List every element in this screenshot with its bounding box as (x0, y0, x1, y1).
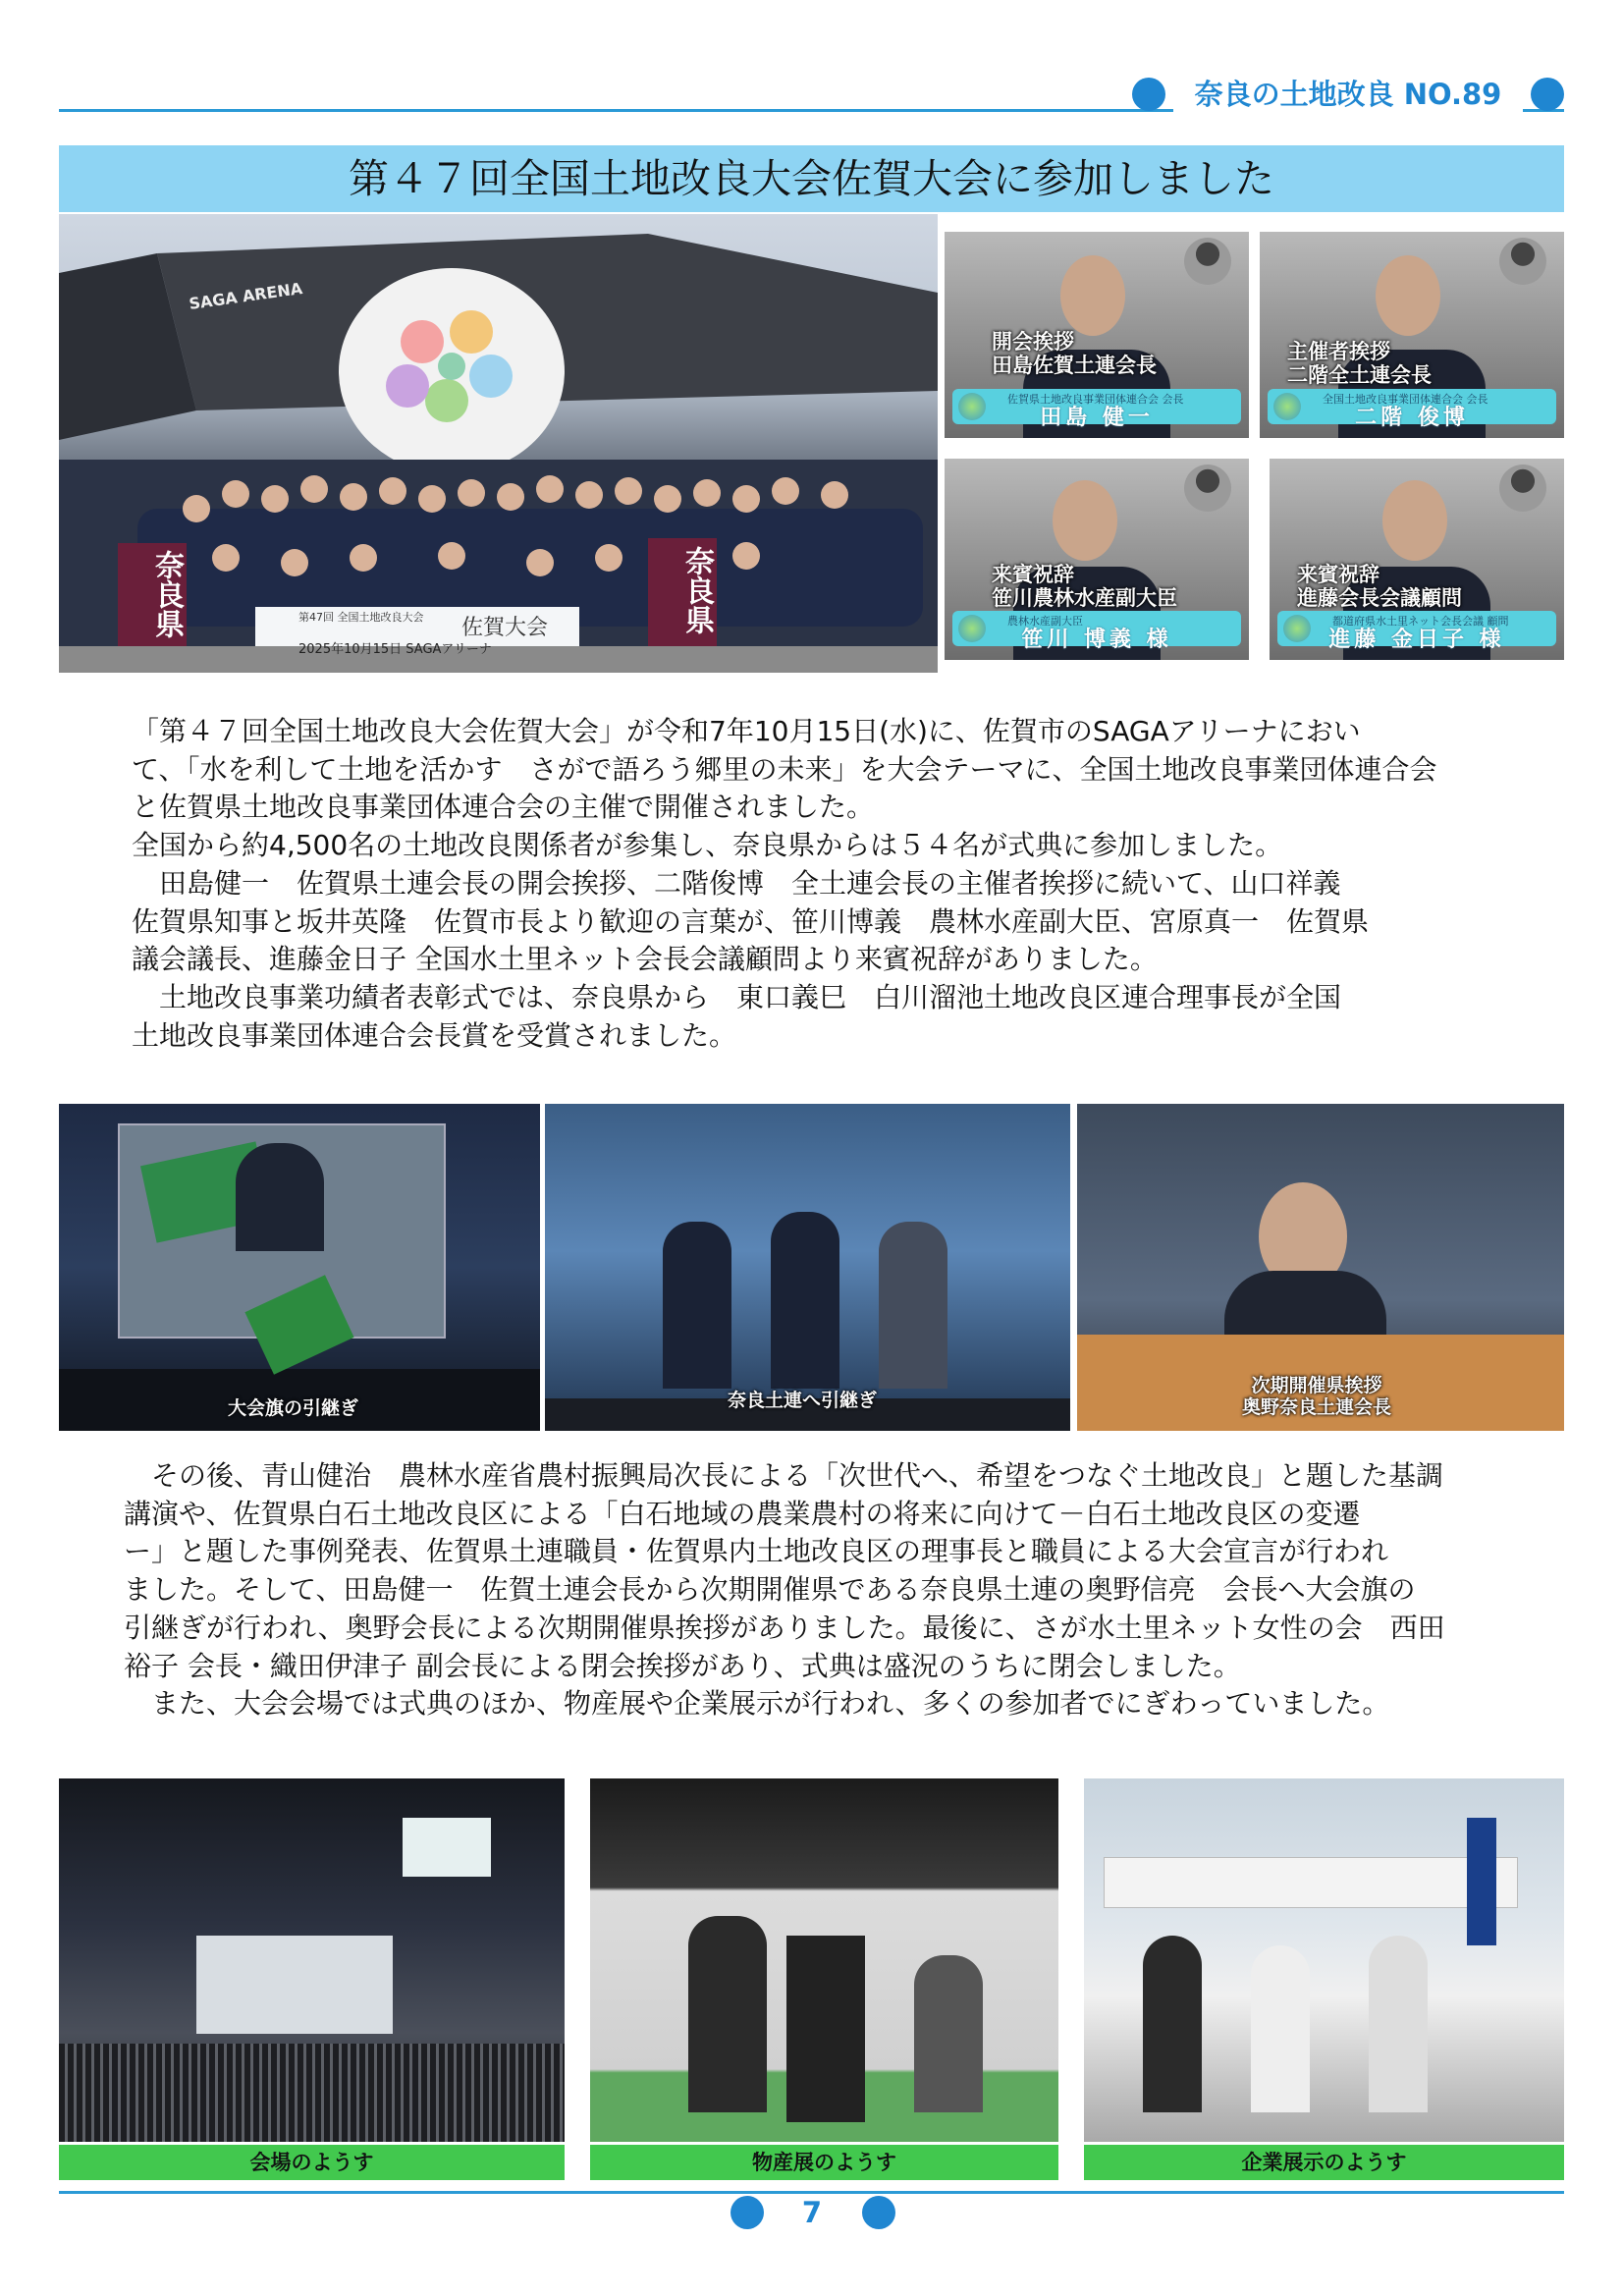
flag-handover-photo (59, 1104, 540, 1431)
speaker-caption-opening: 開会挨拶 田島佐賀土連会長 (992, 330, 1157, 377)
banner-right: 奈良県 (679, 546, 714, 634)
speaker-nameplate: 佐賀県土地改良事業団体連合会 会長 田島 健一 (952, 389, 1241, 424)
next-host-greeting-photo (1077, 1104, 1564, 1431)
event-sign-name: 佐賀大会 (461, 616, 549, 640)
page-number: 7 (768, 2194, 856, 2231)
banner-left: 奈良県 (149, 550, 184, 638)
sign-interpreter (1499, 238, 1546, 285)
speaker-nameplate: 全国土地改良事業団体連合会 会長 二階 俊博 (1268, 389, 1556, 424)
sign-interpreter (1499, 465, 1546, 512)
photo-caption-handover: 奈良土連へ引継ぎ (728, 1390, 878, 1411)
body-paragraph-2: その後、青山健治 農林水産省農村振興局次長による「次世代へ、希望をつなぐ土地改良」と題した基調 講演や、佐賀県白石土地改良区による「白石地域の農業農村の将来に向けて－白石土地改良区の変遷 ー」と題した事例発表、佐賀県土連職員・佐賀県内土地改良区の理事長と職員による大会宣言が行われ ました。そして、田島健一 佐賀土連会長から次期開催県である奈良県土連の奥野信亮 会長へ大会旗の 引継ぎが行われ、奥野会長による次期開催県挨拶がありました。最後に、さが水土里ネット女性の会 西田 裕子 会長・織田伊津子 副会長による閉会挨拶があり、式典は盛況のうちに閉会しました。 また、大会会場では式典のほか、物産展や企業展示が行われ、多くの参加者でにぎわっていました。 (124, 1459, 1445, 1721)
caption-company-exhibit: 企業展示のようす (1084, 2145, 1564, 2180)
speaker-nameplate: 都道府県水土里ネット会長会議 顧問 進藤 金日子 様 (1277, 611, 1556, 646)
newsletter-label: 奈良の土地改良 NO.89 (1173, 75, 1523, 114)
article-title-band (59, 145, 1564, 212)
product-fair-photo (590, 1778, 1058, 2142)
speaker-caption-host: 主催者挨拶 二階全土連会長 (1287, 340, 1432, 387)
header-dot-right (1531, 78, 1564, 111)
company-exhibit-photo (1084, 1778, 1564, 2142)
speaker-photo-host (1260, 232, 1564, 438)
footer-dot-left (730, 2196, 764, 2229)
group-photo-illustration (59, 214, 938, 673)
body-paragraph-1: 「第４７回全国土地改良大会佐賀大会」が令和7年10月15日(水)に、佐賀市のSAGAアリーナにおい て、「水を利して土地を活かす さがで語ろう郷里の未来」を大会テーマに、全国土地改良事業団体連合会 と佐賀県土地改良事業団体連合会の主催で開催されました。 全国から約4,500名の土地改良関係者が参集し、奈良県からは５４名が式典に参加しました。 田島健一 佐賀県土連会長の開会挨拶、二階俊博 全土連会長の主催者挨拶に続いて、山口祥義 佐賀県知事と坂井英隆 佐賀市長より歓迎の言葉が、笹川博義 農林水産副大臣、宮原真一 佐賀県 議会議長、進藤金日子 全国水土里ネット会長会議顧問より来賓祝辞がありました。 土地改良事業功績者表彰式では、奈良県から 東口義巳 白川溜池土地改良区連合理事長が全国 土地改良事業団体連合会長賞を受賞されました。 (132, 715, 1437, 1052)
naradoren-handover-photo (545, 1104, 1070, 1431)
group-photo (59, 214, 938, 673)
header-dot-left (1132, 78, 1165, 111)
photo-caption-greeting: 次期開催県挨拶 奥野奈良土連会長 (1242, 1375, 1392, 1418)
photo-caption-flag: 大会旗の引継ぎ (228, 1397, 359, 1419)
event-sign-line1: 第47回 全国土地改良大会 (298, 611, 424, 624)
sign-interpreter (1184, 465, 1231, 512)
speaker-photo-opening (945, 232, 1249, 438)
header-label-box (1132, 75, 1564, 114)
speaker-photo-guest-advisor (1270, 459, 1564, 660)
sign-interpreter (1184, 238, 1231, 285)
speaker-caption-guest-1: 来賓祝辞 笹川農林水産副大臣 (992, 563, 1177, 610)
footer-dot-right (862, 2196, 895, 2229)
caption-venue: 会場のようす (59, 2145, 565, 2180)
venue-photo (59, 1778, 565, 2142)
speaker-nameplate: 農林水産副大臣 笹川 博義 様 (952, 611, 1241, 646)
event-sign-date: 2025年10月15日 SAGAアリーナ (298, 642, 492, 657)
speaker-caption-guest-2: 来賓祝辞 進藤会長会議顧問 (1297, 563, 1462, 610)
article-title: 第４７回全国土地改良大会佐賀大会に参加しました (349, 155, 1274, 202)
caption-product-fair: 物産展のようす (590, 2145, 1058, 2180)
speaker-photo-guest-vice-minister (945, 459, 1249, 660)
arena-sign: SAGA ARENA (188, 278, 304, 314)
